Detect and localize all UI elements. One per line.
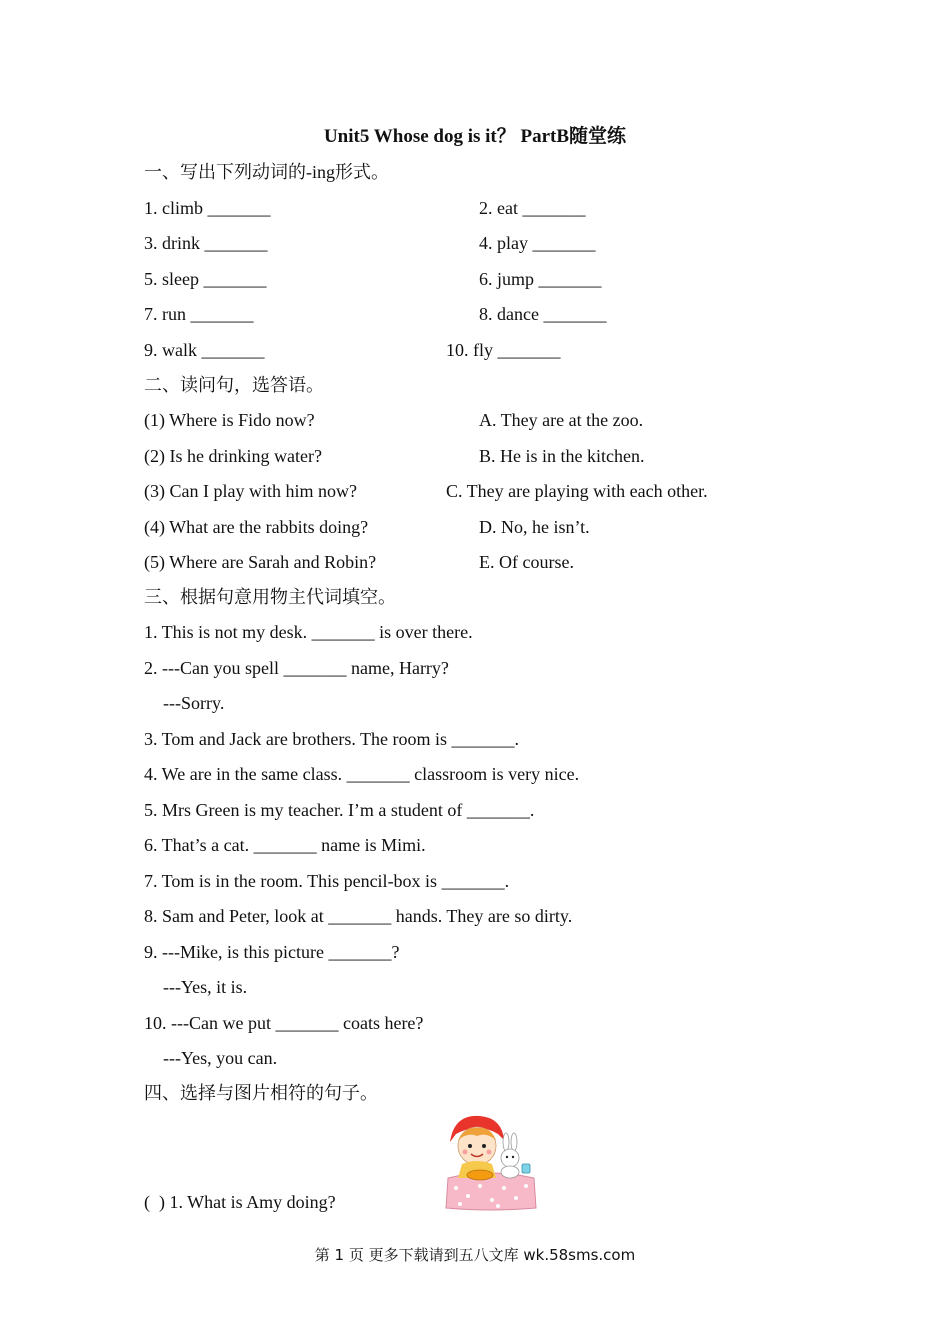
verb-item: 3. drink _______	[144, 233, 268, 253]
verb-item: 2. eat _______	[479, 198, 586, 218]
question-item: (2) Is he drinking water?	[144, 446, 322, 466]
section1-heading: 一、写出下列动词的-ing形式。	[144, 162, 389, 182]
verb-item: 7. run _______	[144, 304, 254, 324]
page-title: Unit5 Whose dog is it？ PartB随堂练	[323, 126, 627, 147]
answer-item: E. Of course.	[479, 552, 574, 572]
question-item: (5) Where are Sarah and Robin?	[144, 552, 377, 572]
answer-item: D. No, he isn’t.	[479, 517, 590, 537]
fill-blank-line: 10. ---Can we put _______ coats here?	[144, 1013, 424, 1033]
fill-blank-line: ---Sorry.	[163, 693, 225, 713]
answer-item: C. They are playing with each other.	[446, 481, 708, 501]
page-footer: 第 1 页 更多下载请到五八文库 wk.58sms.com	[314, 1246, 636, 1264]
answer-item: B. He is in the kitchen.	[479, 446, 645, 466]
verb-item: 8. dance _______	[479, 304, 607, 324]
fill-blank-line: ---Yes, it is.	[163, 977, 248, 997]
verb-item: 5. sleep _______	[144, 269, 267, 289]
fill-blank-line: 8. Sam and Peter, look at _______ hands. They are so dirty.	[144, 906, 573, 926]
fill-blank-line: 5. Mrs Green is my teacher. I’m a student of _______.	[144, 800, 535, 820]
fill-blank-line: 2. ---Can you spell _______ name, Harry?	[144, 658, 449, 678]
fill-blank-line: 6. That’s a cat. _______ name is Mimi.	[144, 835, 426, 855]
answer-item: A. They are at the zoo.	[479, 410, 644, 430]
verb-item: 4. play _______	[479, 233, 596, 253]
section4-heading: 四、选择与图片相符的句子。	[144, 1083, 378, 1103]
verb-item: 1. climb _______	[144, 198, 271, 218]
picture-question: ( ) 1. What is Amy doing?	[144, 1192, 336, 1212]
fill-blank-line: 4. We are in the same class. _______ classroom is very nice.	[144, 764, 580, 784]
section2-heading: 二、读问句，选答语。	[144, 375, 324, 395]
fill-blank-line: 3. Tom and Jack are brothers. The room is _______.	[144, 729, 520, 749]
question-item: (1) Where is Fido now?	[144, 410, 315, 430]
question-item: (4) What are the rabbits doing?	[144, 517, 369, 537]
fill-blank-line: 1. This is not my desk. _______ is over there.	[144, 622, 473, 642]
fill-blank-line: 9. ---Mike, is this picture _______?	[144, 942, 400, 962]
fill-blank-line: 7. Tom is in the room. This pencil-box is _______.	[144, 871, 510, 891]
verb-item: 9. walk _______	[144, 340, 265, 360]
section3-heading: 三、根据句意用物主代词填空。	[144, 587, 396, 607]
fill-blank-line: ---Yes, you can.	[163, 1048, 278, 1068]
verb-item: 10. fly _______	[446, 340, 561, 360]
question-item: (3) Can I play with him now?	[144, 481, 357, 501]
girl-eating-illustration	[440, 1112, 540, 1212]
verb-item: 6. jump _______	[479, 269, 602, 289]
